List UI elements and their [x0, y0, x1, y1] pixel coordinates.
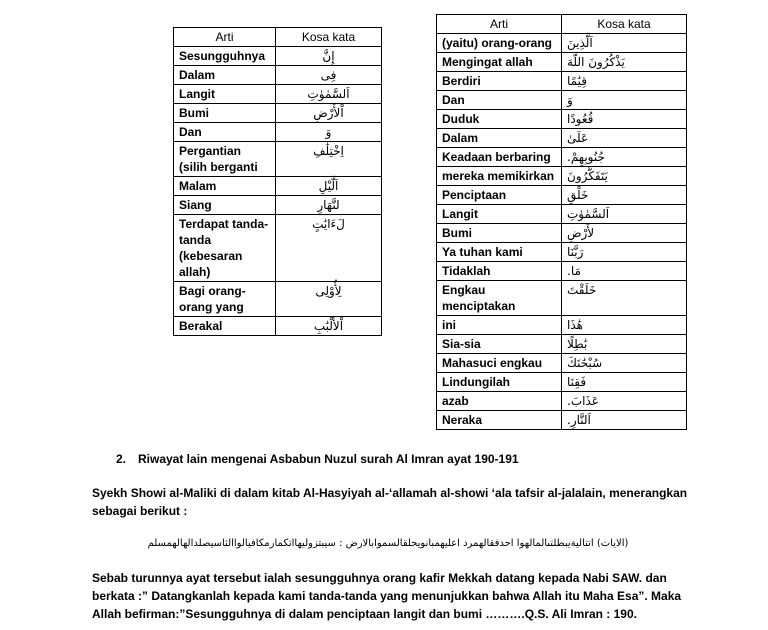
- cell-arti: Bumi: [437, 224, 562, 243]
- cell-kosa-kata: اَلَّذِينَ: [562, 34, 687, 53]
- table-row: [437, 72, 687, 91]
- cell-kosa-kata: قُعُودًا: [562, 110, 687, 129]
- cell-arti: Sia-sia: [437, 335, 562, 354]
- table-row: [174, 66, 382, 85]
- cell-arti: Langit: [174, 85, 276, 104]
- table-row: [437, 205, 687, 224]
- table-header-row: [174, 28, 382, 47]
- cell-kosa-kata: هَٰذَا: [562, 316, 687, 335]
- table-row: [437, 129, 687, 148]
- cell-kosa-kata: فَقِنَا: [562, 373, 687, 392]
- cell-arti: Ya tuhan kami: [437, 243, 562, 262]
- cell-arti: Langit: [437, 205, 562, 224]
- header-arti: Arti: [437, 15, 562, 34]
- cell-arti: Bumi: [174, 104, 276, 123]
- cell-arti: Siang: [174, 196, 276, 215]
- cell-kosa-kata: إِنَّ: [276, 47, 382, 66]
- table-row: [174, 123, 382, 142]
- cell-arti: Tidaklah: [437, 262, 562, 281]
- cell-arti: azab: [437, 392, 562, 411]
- cell-kosa-kata: يَتَفَكَّرُونَ: [562, 167, 687, 186]
- table-row: [437, 411, 687, 430]
- table-row: [174, 104, 382, 123]
- cell-kosa-kata: فِى: [276, 66, 382, 85]
- table-row: [437, 53, 687, 72]
- cell-arti: ini: [437, 316, 562, 335]
- cell-kosa-kata: عَذَابَ.: [562, 392, 687, 411]
- cell-arti: Duduk: [437, 110, 562, 129]
- table-row: [437, 316, 687, 335]
- cell-arti: mereka memikirkan: [437, 167, 562, 186]
- cell-kosa-kata: سُبْحَٰنَكَ: [562, 354, 687, 373]
- table-row: [437, 354, 687, 373]
- cell-kosa-kata: وَ: [562, 91, 687, 110]
- table-row: [437, 281, 687, 316]
- cell-kosa-kata: اِخْتِلَٰفِ: [276, 142, 382, 177]
- cell-kosa-kata: اَلَّيْلِ: [276, 177, 382, 196]
- section-number: 2.: [116, 452, 127, 466]
- table-row: [174, 142, 382, 177]
- header-kosa-kata: Kosa kata: [276, 28, 382, 47]
- cell-kosa-kata: اْلأَلْبَٰبِ: [276, 317, 382, 336]
- cell-kosa-kata: اَلنَّارِ.: [562, 411, 687, 430]
- cell-kosa-kata: اَلسَّمٰوٰتِ: [276, 85, 382, 104]
- table-row: [437, 34, 687, 53]
- table-header-row: [437, 15, 687, 34]
- cell-arti: Malam: [174, 177, 276, 196]
- table-row: [174, 85, 382, 104]
- table-row: [437, 186, 687, 205]
- cell-kosa-kata: لَءَايَٰتٍ: [276, 215, 382, 282]
- cell-kosa-kata: رَبَّنَا: [562, 243, 687, 262]
- cell-arti: Berakal: [174, 317, 276, 336]
- cell-kosa-kata: لأَرْضِ: [562, 224, 687, 243]
- table-row: [437, 392, 687, 411]
- cell-arti: Dan: [437, 91, 562, 110]
- cell-kosa-kata: خَلَقْتَ: [562, 281, 687, 316]
- table-row: [437, 373, 687, 392]
- cell-kosa-kata: يَذْكُرُونَ اللَّهَ: [562, 53, 687, 72]
- table-row: [437, 110, 687, 129]
- arabic-quote: (الايات) اتتاليةيبطلتىالمالهوا احدفقالهمرد اعليهمبانويحلقالسموابالارض : سيبتزوليهااتكمارمكافيالواالثاسيصلدالهالهمسلم: [147, 538, 629, 549]
- cell-kosa-kata: بَٰطِلًا: [562, 335, 687, 354]
- cell-arti: Dalam: [174, 66, 276, 85]
- table-row: [174, 47, 382, 66]
- cell-arti: Lindungilah: [437, 373, 562, 392]
- table-row: [174, 177, 382, 196]
- cell-arti: Dan: [174, 123, 276, 142]
- cell-arti: Dalam: [437, 129, 562, 148]
- table-row: [437, 243, 687, 262]
- cell-kosa-kata: خَلْقِ: [562, 186, 687, 205]
- cell-arti: (yaitu) orang-orang: [437, 34, 562, 53]
- cell-arti: Neraka: [437, 411, 562, 430]
- cell-arti: Engkau menciptakan: [437, 281, 562, 316]
- vocab-table-right: [436, 14, 687, 430]
- section-heading-text: Riwayat lain mengenai Asbabun Nuzul surah Al Imran ayat 190-191: [138, 452, 519, 466]
- vocab-table-left: [173, 27, 382, 336]
- cell-kosa-kata: عَلَىٰ: [562, 129, 687, 148]
- cell-arti: Berdiri: [437, 72, 562, 91]
- cell-kosa-kata: وَ: [276, 123, 382, 142]
- table-row: [437, 167, 687, 186]
- cell-arti: Sesungguhnya: [174, 47, 276, 66]
- cell-arti: Bagi orang-orang yang: [174, 282, 276, 317]
- cell-arti: Mahasuci engkau: [437, 354, 562, 373]
- paragraph-intro: Syekh Showi al-Maliki di dalam kitab Al-Hasyiyah al-‘allamah al-showi ‘ala tafsir al-jalalain, menerangkan sebagai berikut :: [92, 486, 688, 518]
- cell-kosa-kata: لِأُوْلِى: [276, 282, 382, 317]
- header-arti: Arti: [174, 28, 276, 47]
- header-kosa-kata: Kosa kata: [562, 15, 687, 34]
- table-row: [437, 262, 687, 281]
- cell-arti: Keadaan berbaring: [437, 148, 562, 167]
- table-row: [174, 317, 382, 336]
- table-row: [174, 282, 382, 317]
- cell-kosa-kata: جُنُوبِهِمْ.: [562, 148, 687, 167]
- table-row: [174, 196, 382, 215]
- cell-kosa-kata: اَلسَّمٰوٰتِ: [562, 205, 687, 224]
- table-row: [437, 224, 687, 243]
- cell-arti: Terdapat tanda-tanda (kebesaran allah): [174, 215, 276, 282]
- cell-arti: Mengingat allah: [437, 53, 562, 72]
- cell-arti: Penciptaan: [437, 186, 562, 205]
- table-row: [437, 91, 687, 110]
- cell-kosa-kata: مَا.: [562, 262, 687, 281]
- cell-arti: Pergantian (silih berganti: [174, 142, 276, 177]
- cell-kosa-kata: لنَّهَارِ: [276, 196, 382, 215]
- cell-kosa-kata: قِيَٰمًا: [562, 72, 687, 91]
- table-row: [437, 148, 687, 167]
- cell-kosa-kata: اْلأَرْضِ: [276, 104, 382, 123]
- section-heading: [116, 450, 519, 468]
- table-row: [437, 335, 687, 354]
- paragraph-explanation: Sebab turunnya ayat tersebut ialah sesungguhnya orang kafir Mekkah datang kepada Nabi SAW. dan berkata :” Datangkanlah kepada kami tanda-tanda yang menunjukkan bahwa Allah itu Maha Esa”. Maka Allah befirman:”Sesungguhnya di dalam penciptaan langit dan bumi ……….Q.S. Ali Imran : 190.: [92, 571, 682, 621]
- table-row: [174, 215, 382, 282]
